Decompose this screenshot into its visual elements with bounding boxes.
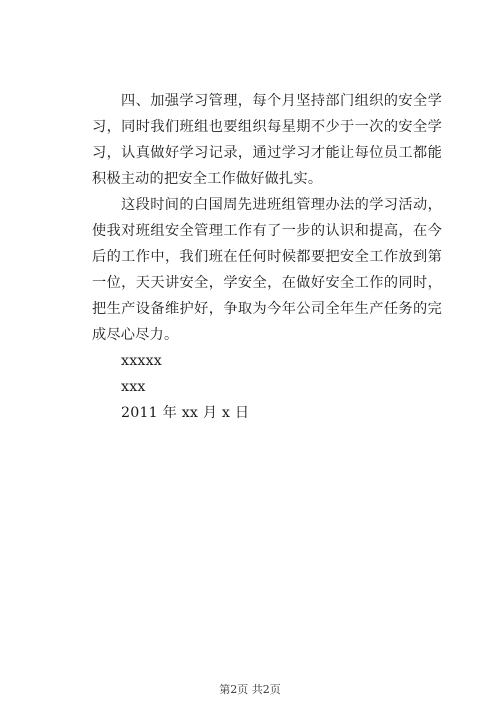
signature-name-line2: xxx [121,379,146,395]
paragraph-study-management: 四、加强学习管理，每个月坚持部门组织的安全学习，同时我们班组也要组织每星期不少于一次的安全学习，认真做好学习记录，通过学习才能让每位员工都能积极主动的把安全工作做好做扎实。 [92,93,442,187]
page-footer: 第2页 共2页 [219,683,281,696]
document-body [92,88,442,426]
paragraph-conclusion: 这段时间的白国周先进班组管理办法的学习活动，使我对班组安全管理工作有了一步的认识和提高，在今后的工作中，我们班在任何时候都要把安全工作放到第一位，天天讲安全，学安全，在做好安全工作的同时，把生产设备维护好，争取为今年公司全年生产任务的完成尽心尽力。 [92,197,442,343]
signature-name-line1: xxxxx [121,353,163,369]
signature-date: 2011 年 xx 月 x 日 [121,405,250,421]
